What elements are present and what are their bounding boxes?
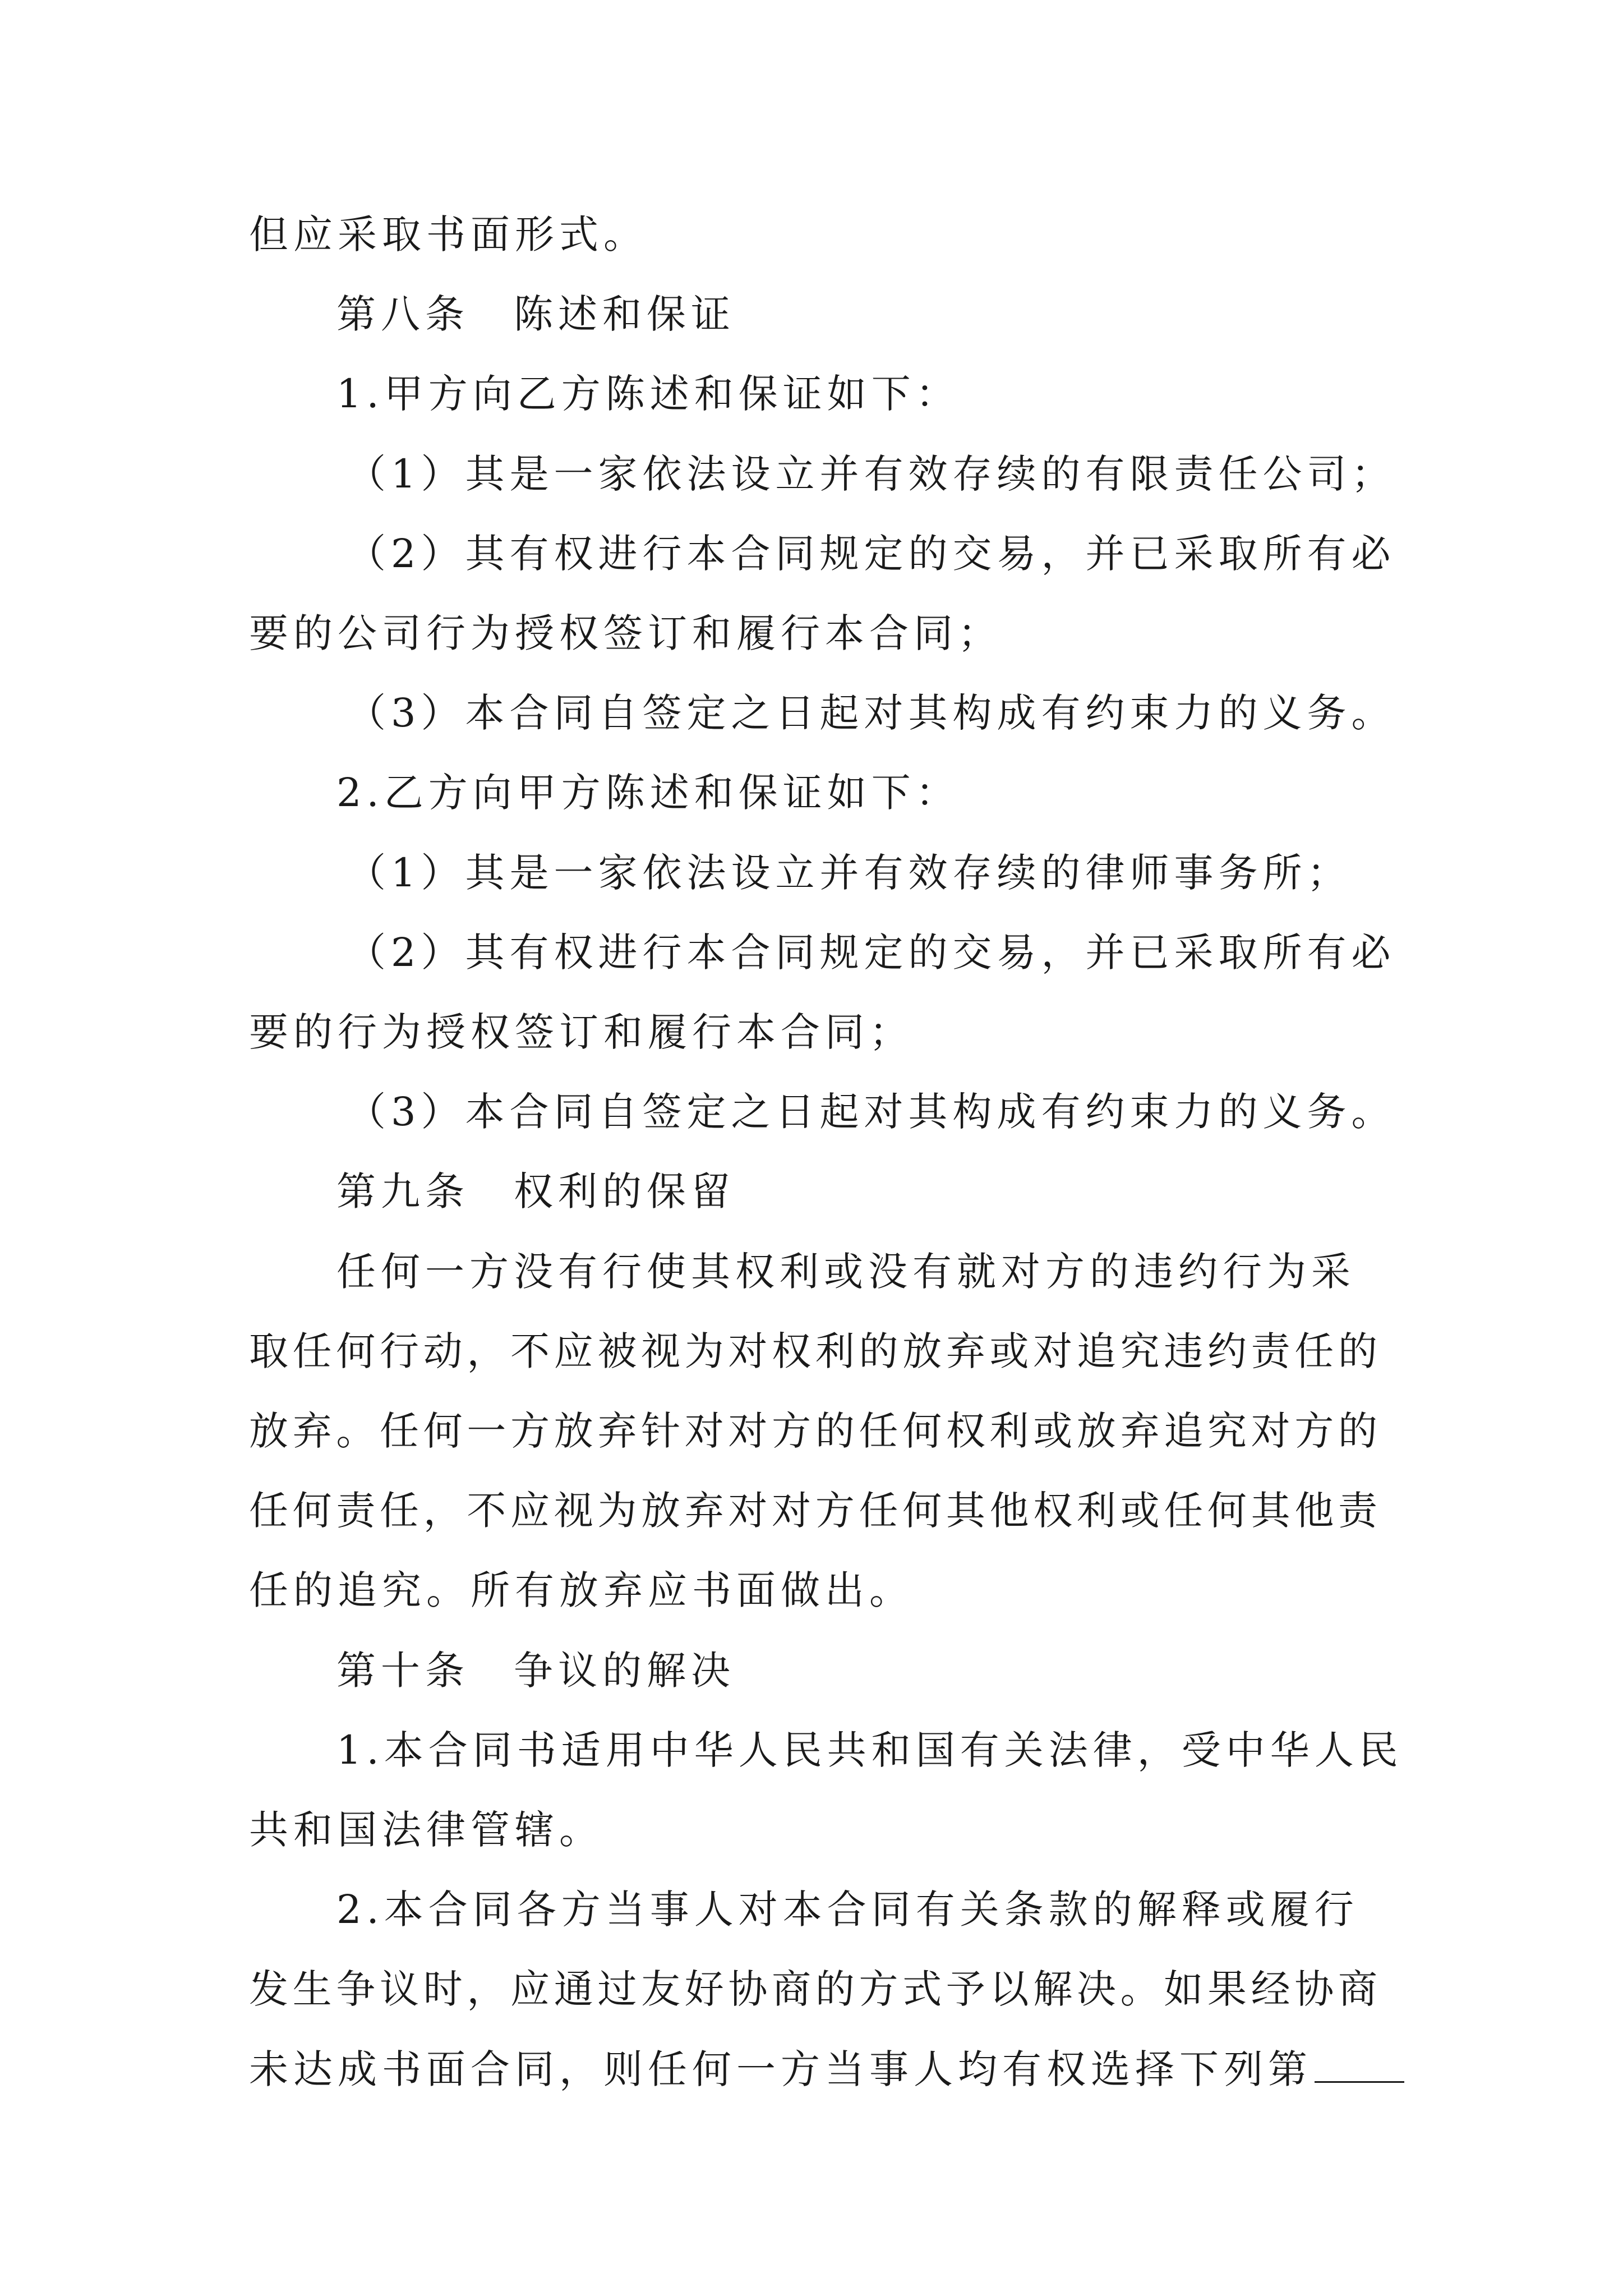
list-item: （3）本合同自签定之日起对其构成有约束力的义务。 [347, 1089, 1396, 1135]
text-line: 未达成书面合同，则任何一方当事人均有权选择下列第 [249, 2046, 1312, 2092]
text-line: 取任何行动，不应被视为对权利的放弃或对追究违约责任的 [249, 1328, 1377, 1374]
fill-in-blank [1315, 2081, 1404, 2083]
text-line: 任的追究。所有放弃应书面做出。 [249, 1567, 914, 1613]
text-line: 任何一方没有行使其权利或没有就对方的违约行为采 [336, 1249, 1355, 1295]
list-item: （2）其有权进行本合同规定的交易，并已采取所有必 [347, 531, 1396, 577]
text-line: 发生争议时，应通过友好协商的方式予以解决。如果经协商 [249, 1966, 1377, 2012]
list-item: （1）其是一家依法设立并有效存续的律师事务所； [347, 850, 1352, 896]
text-line: 1.甲方向乙方陈述和保证如下： [336, 371, 960, 417]
text-line: 但应采取书面形式。 [249, 211, 648, 257]
text-line: 放弃。任何一方放弃针对对方的任何权利或放弃追究对方的 [249, 1408, 1377, 1454]
list-item: （3）本合同自签定之日起对其构成有约束力的义务。 [347, 690, 1396, 736]
article-heading: 第十条 争议的解决 [336, 1648, 735, 1694]
list-item: （2）其有权进行本合同规定的交易，并已采取所有必 [347, 930, 1396, 976]
text-line: 任何责任，不应视为放弃对对方任何其他权利或任何其他责 [249, 1488, 1377, 1534]
text-line-with-blank [249, 2041, 1404, 2097]
text-line: 共和国法律管辖。 [249, 1807, 603, 1853]
list-item: （1）其是一家依法设立并有效存续的有限责任公司； [347, 451, 1396, 497]
text-line: 2.本合同各方当事人对本合同有关条款的解释或履行 [336, 1887, 1359, 1932]
article-heading: 第九条 权利的保留 [336, 1168, 735, 1214]
text-line: 要的公司行为授权签订和履行本合同； [249, 610, 1002, 656]
article-heading: 第八条 陈述和保证 [336, 291, 735, 337]
text-line: 2.乙方向甲方陈述和保证如下： [336, 770, 960, 816]
text-line: 1.本合同书适用中华人民共和国有关法律，受中华人民 [336, 1727, 1403, 1773]
text-line: 要的行为授权签订和履行本合同； [249, 1009, 914, 1055]
